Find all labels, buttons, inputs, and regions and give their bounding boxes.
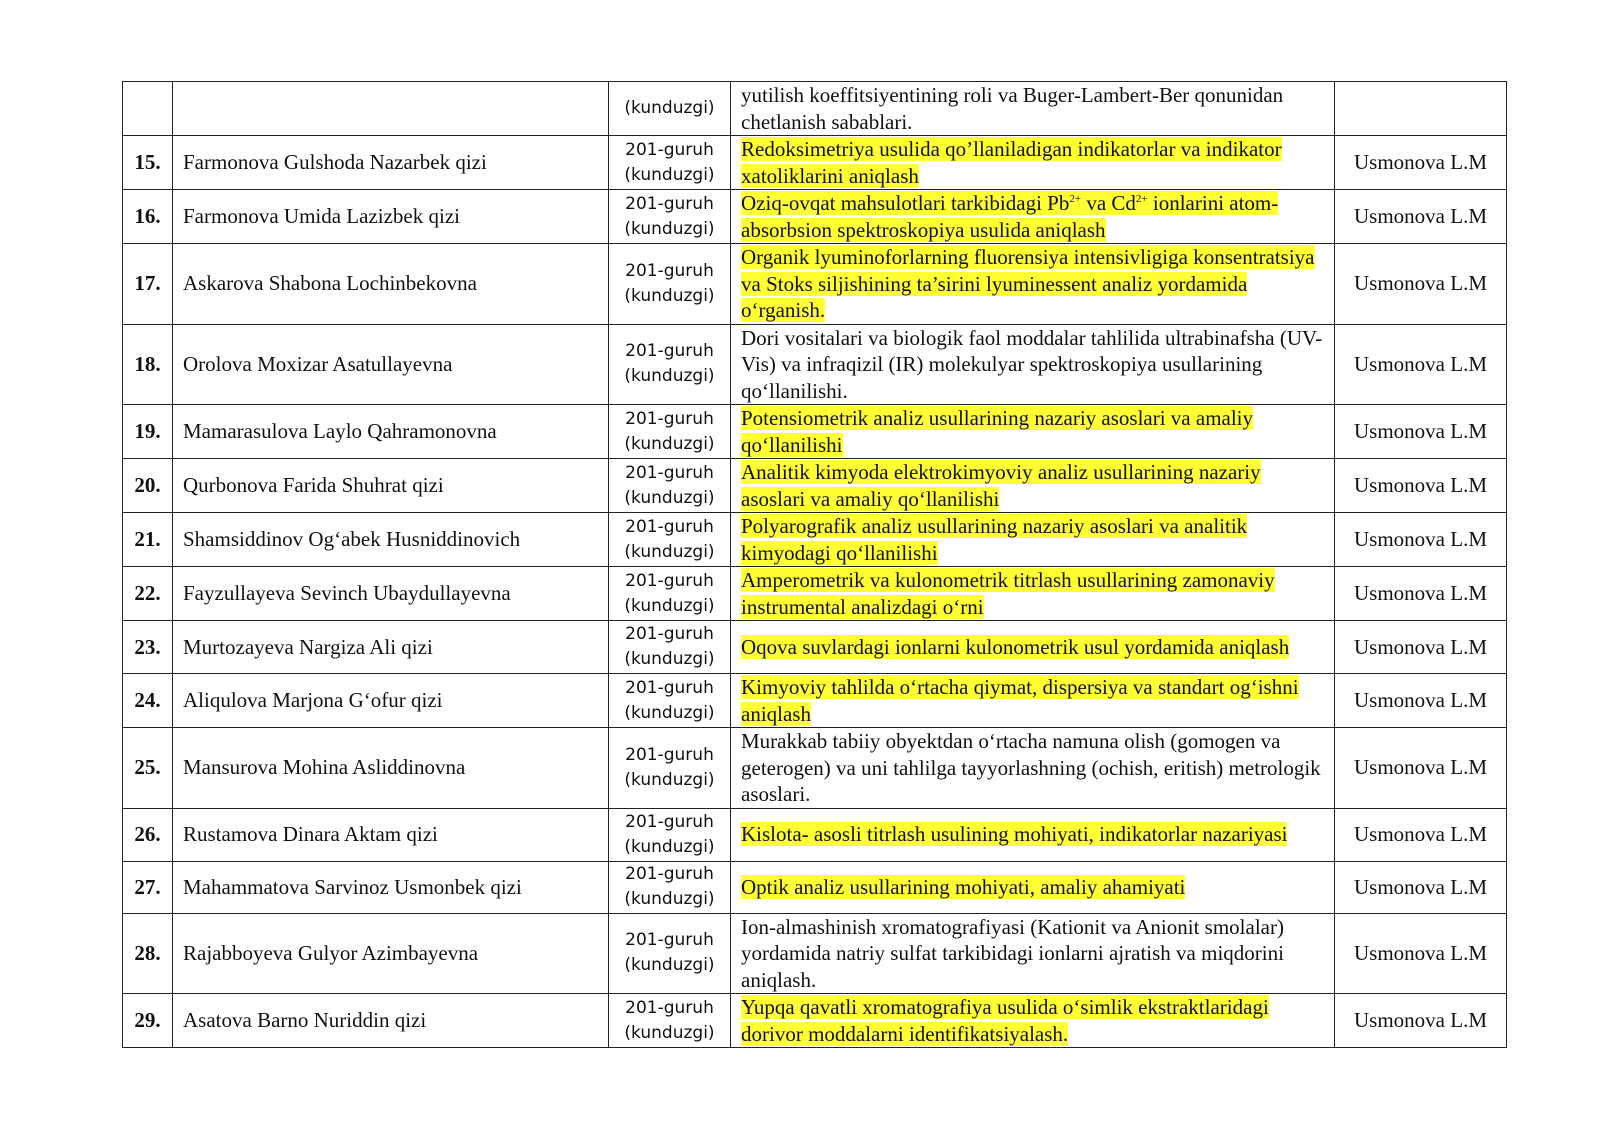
group-name: 201-guruh xyxy=(625,930,714,951)
supervisor-cell: Usmonova L.M xyxy=(1335,405,1507,459)
table-row xyxy=(123,808,1507,861)
topic-cell xyxy=(731,674,1335,728)
study-form: (kunduzgi) xyxy=(624,164,715,185)
student-name-cell: Murtozayeva Nargiza Ali qizi xyxy=(173,621,609,674)
group-name: 201-guruh xyxy=(625,570,714,591)
study-form: (kunduzgi) xyxy=(624,433,715,454)
supervisor-cell: Usmonova L.M xyxy=(1335,621,1507,674)
topic-text: Oqova suvlardagi ionlarni kulonometrik usul yordamida aniqlash xyxy=(741,634,1290,659)
supervisor-cell: Usmonova L.M xyxy=(1335,190,1507,244)
topic-cell xyxy=(731,621,1335,674)
table-row xyxy=(123,861,1507,913)
supervisor-cell: Usmonova L.M xyxy=(1335,808,1507,861)
topic-text: Amperometrik va kulonometrik titrlash usullarining zamonaviy instrumental analizdagi o‘rni xyxy=(741,568,1275,619)
topic-cell xyxy=(731,244,1335,325)
group-cell xyxy=(609,567,731,621)
study-form: (kunduzgi) xyxy=(624,218,715,239)
topic-cell xyxy=(731,567,1335,621)
row-number-cell: 16. xyxy=(123,190,173,244)
topic-cell xyxy=(731,459,1335,513)
group-name: 201-guruh xyxy=(625,408,714,429)
group-cell xyxy=(609,513,731,567)
group-cell xyxy=(609,459,731,513)
group-name: 201-guruh xyxy=(625,811,714,832)
table-row xyxy=(123,913,1507,994)
student-name-cell: Orolova Moxizar Asatullayevna xyxy=(173,324,609,405)
supervisor-cell: Usmonova L.M xyxy=(1335,136,1507,190)
topic-text: Yupqa qavatli xromatografiya usulida o‘simlik ekstraktlaridagi dorivor moddalarni identifikatsiyalash. xyxy=(741,995,1269,1046)
study-form: (kunduzgi) xyxy=(624,98,715,118)
row-number-cell: 22. xyxy=(123,567,173,621)
student-name-cell: Qurbonova Farida Shuhrat qizi xyxy=(173,459,609,513)
topic-text: Dori vositalari va biologik faol moddalar tahlilida ultrabinafsha (UV-Vis) va infraqizil (IR) molekulyar spektroskopiya usullarining qo‘llanilishi. xyxy=(741,325,1323,403)
table-row xyxy=(123,567,1507,621)
group-name: 201-guruh xyxy=(625,997,714,1018)
table-row xyxy=(123,136,1507,190)
topic-text: Analitik kimyoda elektrokimyoviy analiz usullarining nazariy asoslari va amaliy qo‘llanilishi xyxy=(741,460,1261,511)
row-number-cell xyxy=(123,82,173,136)
study-form: (kunduzgi) xyxy=(624,955,715,976)
study-form: (kunduzgi) xyxy=(624,366,715,387)
group-name: 201-guruh xyxy=(625,677,714,698)
topic-cell xyxy=(731,861,1335,913)
table-row xyxy=(123,621,1507,674)
topic-cell xyxy=(731,324,1335,405)
student-name-cell: Mamarasulova Laylo Qahramonovna xyxy=(173,405,609,459)
table-row xyxy=(123,674,1507,728)
group-cell xyxy=(609,136,731,190)
group-name: 201-guruh xyxy=(625,516,714,537)
group-name: 201-guruh xyxy=(625,193,714,214)
study-form: (kunduzgi) xyxy=(624,889,715,909)
group-cell xyxy=(609,861,731,913)
topic-text: Redoksimetriya usulida qo’llaniladigan indikatorlar va indikator xatoliklarini aniqlash xyxy=(741,137,1282,188)
study-form: (kunduzgi) xyxy=(624,769,715,790)
group-cell xyxy=(609,994,731,1048)
supervisor-cell: Usmonova L.M xyxy=(1335,913,1507,994)
row-number-cell: 20. xyxy=(123,459,173,513)
group-cell xyxy=(609,621,731,674)
group-cell xyxy=(609,808,731,861)
topic-text: Organik lyuminoforlarning fluorensiya intensivligiga konsentratsiya va Stoks siljishining ta’sirini lyuminessent analiz yordamida o‘rganish. xyxy=(741,245,1315,322)
study-form: (kunduzgi) xyxy=(624,649,715,669)
topic-cell xyxy=(731,405,1335,459)
row-number-cell: 18. xyxy=(123,324,173,405)
student-name-cell: Asatova Barno Nuriddin qizi xyxy=(173,994,609,1048)
group-name: 201-guruh xyxy=(625,462,714,483)
table-row xyxy=(123,513,1507,567)
row-number-cell: 27. xyxy=(123,861,173,913)
topic-cell xyxy=(731,136,1335,190)
topic-cell xyxy=(731,728,1335,809)
table-row xyxy=(123,405,1507,459)
group-name: 201-guruh xyxy=(625,744,714,765)
topic-text: Ion-almashinish xromatografiyasi (Kationit va Anionit smolalar) yordamida natriy sulfat tarkibidagi ionlarni ajratish va miqdorini aniqlash. xyxy=(741,914,1284,992)
topic-cell xyxy=(731,513,1335,567)
group-cell xyxy=(609,913,731,994)
student-name-cell: Farmonova Gulshoda Nazarbek qizi xyxy=(173,136,609,190)
study-form: (kunduzgi) xyxy=(624,1022,715,1043)
group-name: 201-guruh xyxy=(625,139,714,160)
topic-text: Kimyoviy tahlilda o‘rtacha qiymat, dispersiya va standart og‘ishni aniqlash xyxy=(741,675,1299,726)
table-row xyxy=(123,82,1507,136)
topic-text: Oziq-ovqat mahsulotlari tarkibidagi $Pb^{2+}$ va $Cd^{2+}$ ionlarini atom-absorbsion spektroskopiya usulida aniqlash xyxy=(741,191,1279,242)
group-name: 201-guruh xyxy=(625,341,714,362)
row-number-cell: 15. xyxy=(123,136,173,190)
student-name-cell: Mahammatova Sarvinoz Usmonbek qizi xyxy=(173,861,609,913)
table-row xyxy=(123,244,1507,325)
table-row xyxy=(123,728,1507,809)
topic-text: Potensiometrik analiz usullarining nazariy asoslari va amaliy qo‘llanilishi xyxy=(741,406,1254,457)
table-row xyxy=(123,324,1507,405)
study-form: (kunduzgi) xyxy=(624,702,715,723)
table-row xyxy=(123,994,1507,1048)
student-name-cell: Mansurova Mohina Asliddinovna xyxy=(173,728,609,809)
topic-cell xyxy=(731,913,1335,994)
study-form: (kunduzgi) xyxy=(624,541,715,562)
student-name-cell: Askarova Shabona Lochinbekovna xyxy=(173,244,609,325)
supervisor-cell: Usmonova L.M xyxy=(1335,567,1507,621)
student-name-cell: Farmonova Umida Lazizbek qizi xyxy=(173,190,609,244)
topic-text: Murakkab tabiiy obyektdan o‘rtacha namuna olish (gomogen va geterogen) va uni tahlilga tayyorlashning (ochish, eritish) metrologik asoslari. xyxy=(741,729,1321,806)
table-row xyxy=(123,190,1507,244)
group-name: 201-guruh xyxy=(625,260,714,281)
group-cell xyxy=(609,190,731,244)
row-number-cell: 21. xyxy=(123,513,173,567)
student-name-cell: Rustamova Dinara Aktam qizi xyxy=(173,808,609,861)
supervisor-cell: Usmonova L.M xyxy=(1335,674,1507,728)
student-name-cell: Aliqulova Marjona G‘ofur qizi xyxy=(173,674,609,728)
study-form: (kunduzgi) xyxy=(624,285,715,306)
student-name-cell: Shamsiddinov Og‘abek Husniddinovich xyxy=(173,513,609,567)
group-cell xyxy=(609,244,731,325)
topic-cell xyxy=(731,82,1335,136)
topic-text: Polyarografik analiz usullarining nazariy asoslari va analitik kimyodagi qo‘llanilishi xyxy=(741,514,1248,565)
student-name-cell: Fayzullayeva Sevinch Ubaydullayevna xyxy=(173,567,609,621)
supervisor-cell: Usmonova L.M xyxy=(1335,513,1507,567)
row-number-cell: 28. xyxy=(123,913,173,994)
student-name-cell: Rajabboyeva Gulyor Azimbayevna xyxy=(173,913,609,994)
group-name: 201-guruh xyxy=(625,624,714,644)
study-form: (kunduzgi) xyxy=(624,487,715,508)
row-number-cell: 24. xyxy=(123,674,173,728)
study-form: (kunduzgi) xyxy=(624,836,715,857)
group-cell xyxy=(609,728,731,809)
row-number-cell: 29. xyxy=(123,994,173,1048)
topic-text: Optik analiz usullarining mohiyati, amaliy ahamiyati xyxy=(741,874,1186,899)
topic-cell xyxy=(731,190,1335,244)
group-cell xyxy=(609,82,731,136)
supervisor-cell: Usmonova L.M xyxy=(1335,324,1507,405)
row-number-cell: 19. xyxy=(123,405,173,459)
table-row xyxy=(123,459,1507,513)
group-cell xyxy=(609,405,731,459)
thesis-topics-table xyxy=(122,81,1507,1048)
row-number-cell: 26. xyxy=(123,808,173,861)
supervisor-cell: Usmonova L.M xyxy=(1335,994,1507,1048)
row-number-cell: 25. xyxy=(123,728,173,809)
group-cell xyxy=(609,674,731,728)
topic-text: yutilish koeffitsiyentining roli va Buger-Lambert-Ber qonunidan chetlanish sabablari. xyxy=(741,83,1284,134)
supervisor-cell: Usmonova L.M xyxy=(1335,244,1507,325)
group-name: 201-guruh xyxy=(625,864,714,884)
topic-cell xyxy=(731,994,1335,1048)
study-form: (kunduzgi) xyxy=(624,595,715,616)
group-cell xyxy=(609,324,731,405)
topic-text: Kislota- asosli titrlash usulining mohiyati, indikatorlar nazariyasi xyxy=(741,822,1288,847)
supervisor-cell: Usmonova L.M xyxy=(1335,728,1507,809)
row-number-cell: 23. xyxy=(123,621,173,674)
row-number-cell: 17. xyxy=(123,244,173,325)
student-name-cell xyxy=(173,82,609,136)
supervisor-cell: Usmonova L.M xyxy=(1335,861,1507,913)
supervisor-cell: Usmonova L.M xyxy=(1335,459,1507,513)
supervisor-cell xyxy=(1335,82,1507,136)
topic-cell xyxy=(731,808,1335,861)
